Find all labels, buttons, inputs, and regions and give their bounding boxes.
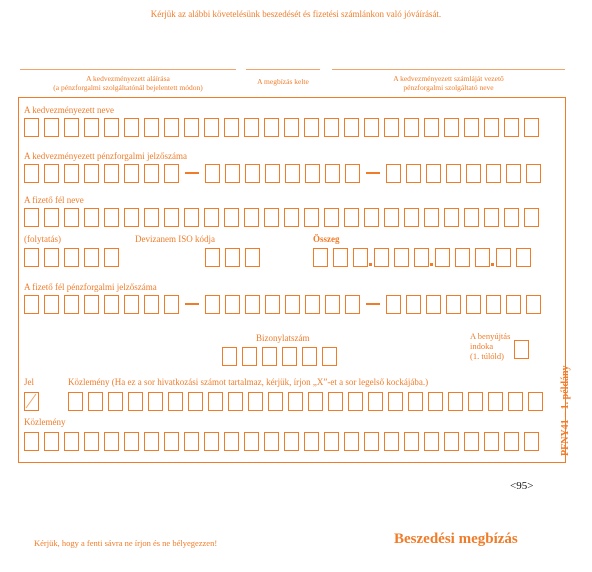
char-box[interactable] (284, 118, 299, 137)
payer-account-label: A fizető fél pénzforgalmi jelzőszáma (24, 282, 157, 292)
char-box[interactable] (348, 392, 363, 411)
digit-box[interactable] (64, 295, 79, 314)
char-box[interactable] (484, 432, 499, 451)
char-box[interactable] (508, 392, 523, 411)
char-box[interactable] (224, 208, 239, 227)
char-box[interactable] (88, 392, 103, 411)
char-box[interactable] (208, 392, 223, 411)
digit-box[interactable] (506, 164, 521, 183)
char-box[interactable] (124, 208, 139, 227)
char-box[interactable] (84, 208, 99, 227)
thousands-marker (369, 263, 372, 266)
char-box[interactable] (484, 208, 499, 227)
char-box[interactable] (424, 432, 439, 451)
date-line (246, 69, 320, 70)
char-box[interactable] (144, 118, 159, 137)
char-box[interactable] (164, 432, 179, 451)
char-box[interactable] (64, 208, 79, 227)
char-box[interactable] (104, 118, 119, 137)
digit-box[interactable] (386, 164, 401, 183)
char-box[interactable] (444, 432, 459, 451)
remark-instruction-label: Közlemény (Ha ez a sor hivatkozási számot tartalmaz, kérjük, írjon „X”-et a sor legelső kockájába.) (68, 377, 429, 387)
digit-box[interactable] (265, 164, 280, 183)
char-box[interactable] (168, 392, 183, 411)
digit-box[interactable] (406, 295, 421, 314)
digit-box[interactable] (84, 295, 99, 314)
char-box[interactable] (84, 248, 99, 267)
char-box[interactable] (444, 118, 459, 137)
digit-box[interactable] (496, 248, 511, 267)
char-box[interactable] (504, 208, 519, 227)
digit-box[interactable] (386, 295, 401, 314)
continuation-boxes[interactable] (24, 248, 124, 267)
char-box[interactable] (264, 208, 279, 227)
digit-box[interactable] (406, 164, 421, 183)
char-box[interactable] (364, 208, 379, 227)
document-number-boxes[interactable] (222, 347, 342, 366)
beneficiary-account-label: A kedvezményezett pénzforgalmi jelzőszáma (24, 151, 188, 161)
char-box[interactable] (144, 432, 159, 451)
beneficiary-name-label: A kedvezményezett neve (24, 105, 114, 115)
char-box[interactable] (484, 118, 499, 137)
dash-separator (366, 172, 380, 174)
char-box[interactable] (64, 248, 79, 267)
digit-box[interactable] (526, 164, 541, 183)
char-box[interactable] (524, 432, 539, 451)
digit-box[interactable] (466, 295, 481, 314)
digit-box[interactable] (475, 248, 490, 267)
digit-box[interactable] (222, 347, 237, 366)
digit-box[interactable] (144, 164, 159, 183)
digit-box[interactable] (345, 164, 360, 183)
digit-box[interactable] (325, 295, 340, 314)
char-box[interactable] (384, 208, 399, 227)
beneficiary-bank-label: A kedvezményezett számláját vezető pénzforgalmi szolgáltató neve (393, 74, 504, 92)
char-box[interactable] (124, 432, 139, 451)
digit-box[interactable] (285, 164, 300, 183)
char-box[interactable] (464, 118, 479, 137)
currency-iso-label: Devizanem ISO kódja (135, 234, 215, 244)
digit-box[interactable] (245, 295, 260, 314)
digit-box[interactable] (124, 164, 139, 183)
digit-box[interactable] (446, 295, 461, 314)
digit-box[interactable] (24, 164, 39, 183)
char-box[interactable] (304, 118, 319, 137)
char-box[interactable] (324, 208, 339, 227)
digit-box[interactable] (144, 295, 159, 314)
char-box[interactable] (364, 118, 379, 137)
dash-separator (185, 303, 199, 305)
char-box[interactable] (264, 118, 279, 137)
char-box[interactable] (104, 248, 119, 267)
char-box[interactable] (64, 118, 79, 137)
digit-box[interactable] (265, 295, 280, 314)
char-box[interactable] (528, 392, 543, 411)
digit-box[interactable] (305, 295, 320, 314)
digit-box[interactable] (225, 295, 240, 314)
char-box[interactable] (364, 432, 379, 451)
char-box[interactable] (404, 432, 419, 451)
amount-boxes[interactable] (313, 248, 536, 267)
document-number-label: Bizonylatszám (256, 333, 310, 343)
char-box[interactable] (304, 432, 319, 451)
char-box[interactable] (424, 208, 439, 227)
digit-box[interactable] (486, 295, 501, 314)
char-box[interactable] (504, 432, 519, 451)
char-box[interactable] (124, 118, 139, 137)
char-box[interactable] (344, 208, 359, 227)
char-box[interactable] (44, 248, 59, 267)
char-box[interactable] (225, 248, 240, 267)
header-note: Kérjük az alábbi követelésünk beszedését és fizetési számlánkon való jóváírását. (150, 9, 442, 19)
digit-box[interactable] (64, 164, 79, 183)
char-box[interactable] (244, 118, 259, 137)
char-box[interactable] (268, 392, 283, 411)
dash-separator (366, 303, 380, 305)
digit-box[interactable] (124, 295, 139, 314)
char-box[interactable] (328, 392, 343, 411)
bank-line (332, 69, 565, 70)
char-box[interactable] (24, 208, 39, 227)
digit-box[interactable] (262, 347, 277, 366)
form-code-vertical: PFNY41 – 1. példány (560, 365, 571, 456)
submission-reason-box[interactable] (514, 340, 534, 359)
digit-box[interactable] (305, 164, 320, 183)
digit-box[interactable] (374, 248, 389, 267)
char-box[interactable] (68, 392, 83, 411)
page-code: <95> (510, 480, 534, 492)
form-title: Beszedési megbízás (394, 531, 518, 547)
char-box[interactable] (324, 432, 339, 451)
char-box[interactable] (404, 208, 419, 227)
char-box[interactable] (164, 208, 179, 227)
char-box[interactable] (184, 208, 199, 227)
digit-box[interactable] (345, 295, 360, 314)
digit-box[interactable] (242, 347, 257, 366)
char-box[interactable] (248, 392, 263, 411)
thousands-marker (430, 263, 433, 266)
char-box[interactable] (468, 392, 483, 411)
digit-box[interactable] (353, 248, 368, 267)
footer-note: Kérjük, hogy a fenti sávra ne írjon és ne bélyegezzen! (34, 538, 218, 548)
char-box[interactable] (344, 118, 359, 137)
mark-label: Jel (24, 377, 34, 387)
digit-box[interactable] (466, 164, 481, 183)
char-box[interactable] (64, 432, 79, 451)
digit-box[interactable] (285, 295, 300, 314)
digit-box[interactable] (506, 295, 521, 314)
digit-box[interactable] (164, 164, 179, 183)
char-box[interactable] (288, 392, 303, 411)
digit-box[interactable] (84, 164, 99, 183)
digit-box[interactable] (245, 164, 260, 183)
digit-box[interactable] (455, 248, 470, 267)
char-box[interactable] (408, 392, 423, 411)
char-box[interactable] (184, 118, 199, 137)
digit-box[interactable] (205, 295, 220, 314)
beneficiary-name-boxes[interactable] (24, 118, 544, 137)
char-box[interactable] (144, 208, 159, 227)
digit-box[interactable] (394, 248, 409, 267)
char-box[interactable] (188, 392, 203, 411)
char-box[interactable] (44, 118, 59, 137)
digit-box[interactable] (446, 164, 461, 183)
digit-box[interactable] (302, 347, 317, 366)
char-box[interactable] (224, 118, 239, 137)
remark-label: Közlemény (24, 417, 66, 427)
order-date-label: A megbízás kelte (257, 77, 309, 86)
digit-box[interactable] (435, 248, 450, 267)
char-box[interactable] (324, 118, 339, 137)
char-box[interactable] (228, 392, 243, 411)
remark-line1-boxes[interactable] (68, 392, 548, 411)
digit-box[interactable] (414, 248, 429, 267)
char-box[interactable] (245, 248, 260, 267)
digit-box[interactable] (44, 295, 59, 314)
payer-name-label: A fizető fél neve (24, 195, 84, 205)
signature-line (20, 69, 236, 70)
beneficiary-signature-label: A kedvezményezett aláírása (a pénzforgalmi szolgáltatónál bejelentett módon) (53, 74, 203, 92)
char-box[interactable] (24, 432, 39, 451)
char-box[interactable] (44, 208, 59, 227)
digit-box[interactable] (426, 295, 441, 314)
char-box[interactable] (204, 118, 219, 137)
digit-box[interactable] (24, 295, 39, 314)
char-box[interactable] (244, 432, 259, 451)
char-box[interactable] (524, 118, 539, 137)
digit-box[interactable] (325, 164, 340, 183)
char-box[interactable] (308, 392, 323, 411)
char-box[interactable] (444, 208, 459, 227)
continuation-label: (folytatás) (24, 234, 61, 244)
char-box[interactable] (24, 118, 39, 137)
diagonal-slash-icon (25, 393, 37, 409)
char-box[interactable] (404, 118, 419, 137)
char-box[interactable] (384, 432, 399, 451)
char-box[interactable] (204, 208, 219, 227)
digit-box[interactable] (225, 164, 240, 183)
reference-mark-box[interactable] (24, 392, 39, 411)
char-box[interactable] (128, 392, 143, 411)
digit-box[interactable] (104, 295, 119, 314)
digit-box[interactable] (426, 164, 441, 183)
digit-box[interactable] (104, 164, 119, 183)
reason-box[interactable] (514, 340, 529, 359)
dash-separator (185, 172, 199, 174)
char-box[interactable] (464, 208, 479, 227)
char-box[interactable] (464, 432, 479, 451)
char-box[interactable] (524, 208, 539, 227)
char-box[interactable] (204, 432, 219, 451)
amount-label: Összeg (313, 234, 340, 244)
char-box[interactable] (424, 118, 439, 137)
char-box[interactable] (148, 392, 163, 411)
char-box[interactable] (44, 432, 59, 451)
digit-box[interactable] (282, 347, 297, 366)
digit-box[interactable] (526, 295, 541, 314)
char-box[interactable] (164, 118, 179, 137)
char-box[interactable] (284, 208, 299, 227)
remark-line2-boxes[interactable] (24, 432, 544, 451)
char-box[interactable] (428, 392, 443, 411)
digit-box[interactable] (333, 248, 348, 267)
char-box[interactable] (284, 432, 299, 451)
char-box[interactable] (84, 118, 99, 137)
char-box[interactable] (368, 392, 383, 411)
char-box[interactable] (344, 432, 359, 451)
char-box[interactable] (184, 432, 199, 451)
submission-reason-label: A benyújtás indoka (1. túlóld) (470, 331, 511, 362)
char-box[interactable] (84, 432, 99, 451)
char-box[interactable] (108, 392, 123, 411)
char-box[interactable] (448, 392, 463, 411)
digit-box[interactable] (322, 347, 337, 366)
payer-name-boxes[interactable] (24, 208, 544, 227)
char-box[interactable] (24, 248, 39, 267)
char-box[interactable] (104, 208, 119, 227)
char-box[interactable] (388, 392, 403, 411)
char-box[interactable] (504, 118, 519, 137)
digit-box[interactable] (486, 164, 501, 183)
digit-box[interactable] (164, 295, 179, 314)
char-box[interactable] (244, 208, 259, 227)
digit-box[interactable] (44, 164, 59, 183)
digit-box[interactable] (516, 248, 531, 267)
beneficiary-account-boxes[interactable] (24, 164, 546, 183)
char-box[interactable] (104, 432, 119, 451)
char-box[interactable] (224, 432, 239, 451)
char-box[interactable] (264, 432, 279, 451)
digit-box[interactable] (313, 248, 328, 267)
char-box[interactable] (384, 118, 399, 137)
char-box[interactable] (304, 208, 319, 227)
payer-account-boxes[interactable] (24, 295, 546, 314)
char-box[interactable] (488, 392, 503, 411)
char-box[interactable] (205, 248, 220, 267)
decimal-marker (491, 263, 494, 266)
currency-iso-boxes[interactable] (205, 248, 265, 267)
digit-box[interactable] (205, 164, 220, 183)
